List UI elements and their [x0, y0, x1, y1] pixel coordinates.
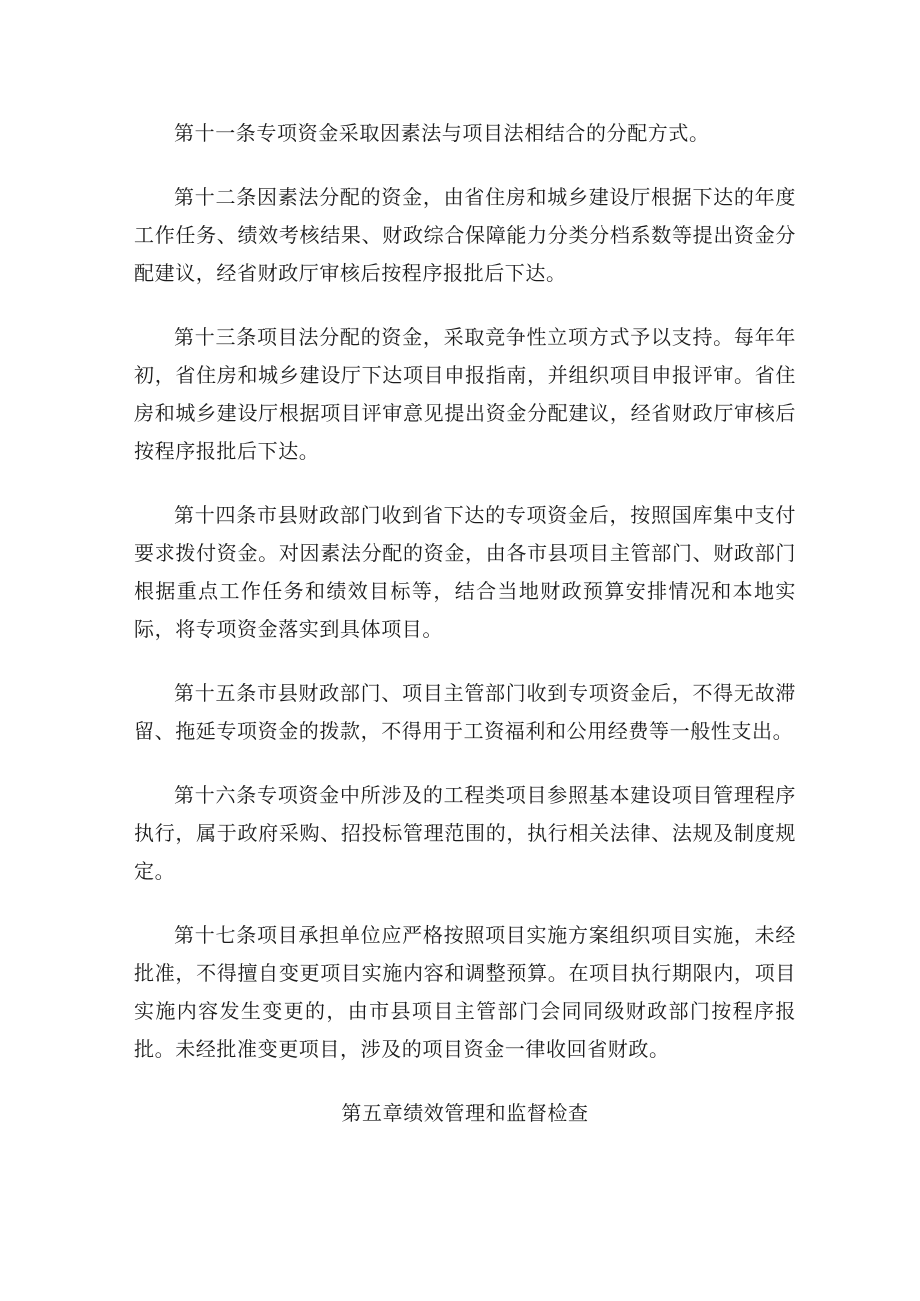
document-body — [134, 114, 796, 1132]
article-16-paragraph: 第十六条专项资金中所涉及的工程类项目参照基本建设项目管理程序执行，属于政府采购、招投标管理范围的，执行相关法律、法规及制度规定。 — [134, 783, 796, 883]
article-11-paragraph: 第十一条专项资金采取因素法与项目法相结合的分配方式。 — [174, 121, 710, 145]
article-13-paragraph: 第十三条项目法分配的资金，采取竞争性立项方式予以支持。每年年初，省住房和城乡建设厅下达项目申报指南，并组织项目申报评审。省住房和城乡建设厅根据项目评审意见提出资金分配建议，经省财政厅审核后按程序报批后下达。 — [134, 325, 796, 463]
article-15-paragraph: 第十五条市县财政部门、项目主管部门收到专项资金后，不得无故滞留、拖延专项资金的拨款，不得用于工资福利和公用经费等一般性支出。 — [134, 681, 796, 743]
chapter-heading: 第五章绩效管理和监督检查 — [341, 1101, 589, 1125]
article-12-paragraph: 第十二条因素法分配的资金，由省住房和城乡建设厅根据下达的年度工作任务、绩效考核结果、财政综合保障能力分类分档系数等提出资金分配建议，经省财政厅审核后按程序报批后下达。 — [134, 185, 796, 285]
article-17-paragraph: 第十七条项目承担单位应严格按照项目实施方案组织项目实施，未经批准，不得擅自变更项目实施内容和调整预算。在项目执行期限内，项目实施内容发生变更的，由市县项目主管部门会同同级财政部门按程序报批。未经批准变更项目，涉及的项目资金一律收回省财政。 — [134, 923, 796, 1061]
article-14-paragraph: 第十四条市县财政部门收到省下达的专项资金后，按照国库集中支付要求拨付资金。对因素法分配的资金，由各市县项目主管部门、财政部门根据重点工作任务和绩效目标等，结合当地财政预算安排情况和本地实际，将专项资金落实到具体项目。 — [134, 503, 796, 641]
